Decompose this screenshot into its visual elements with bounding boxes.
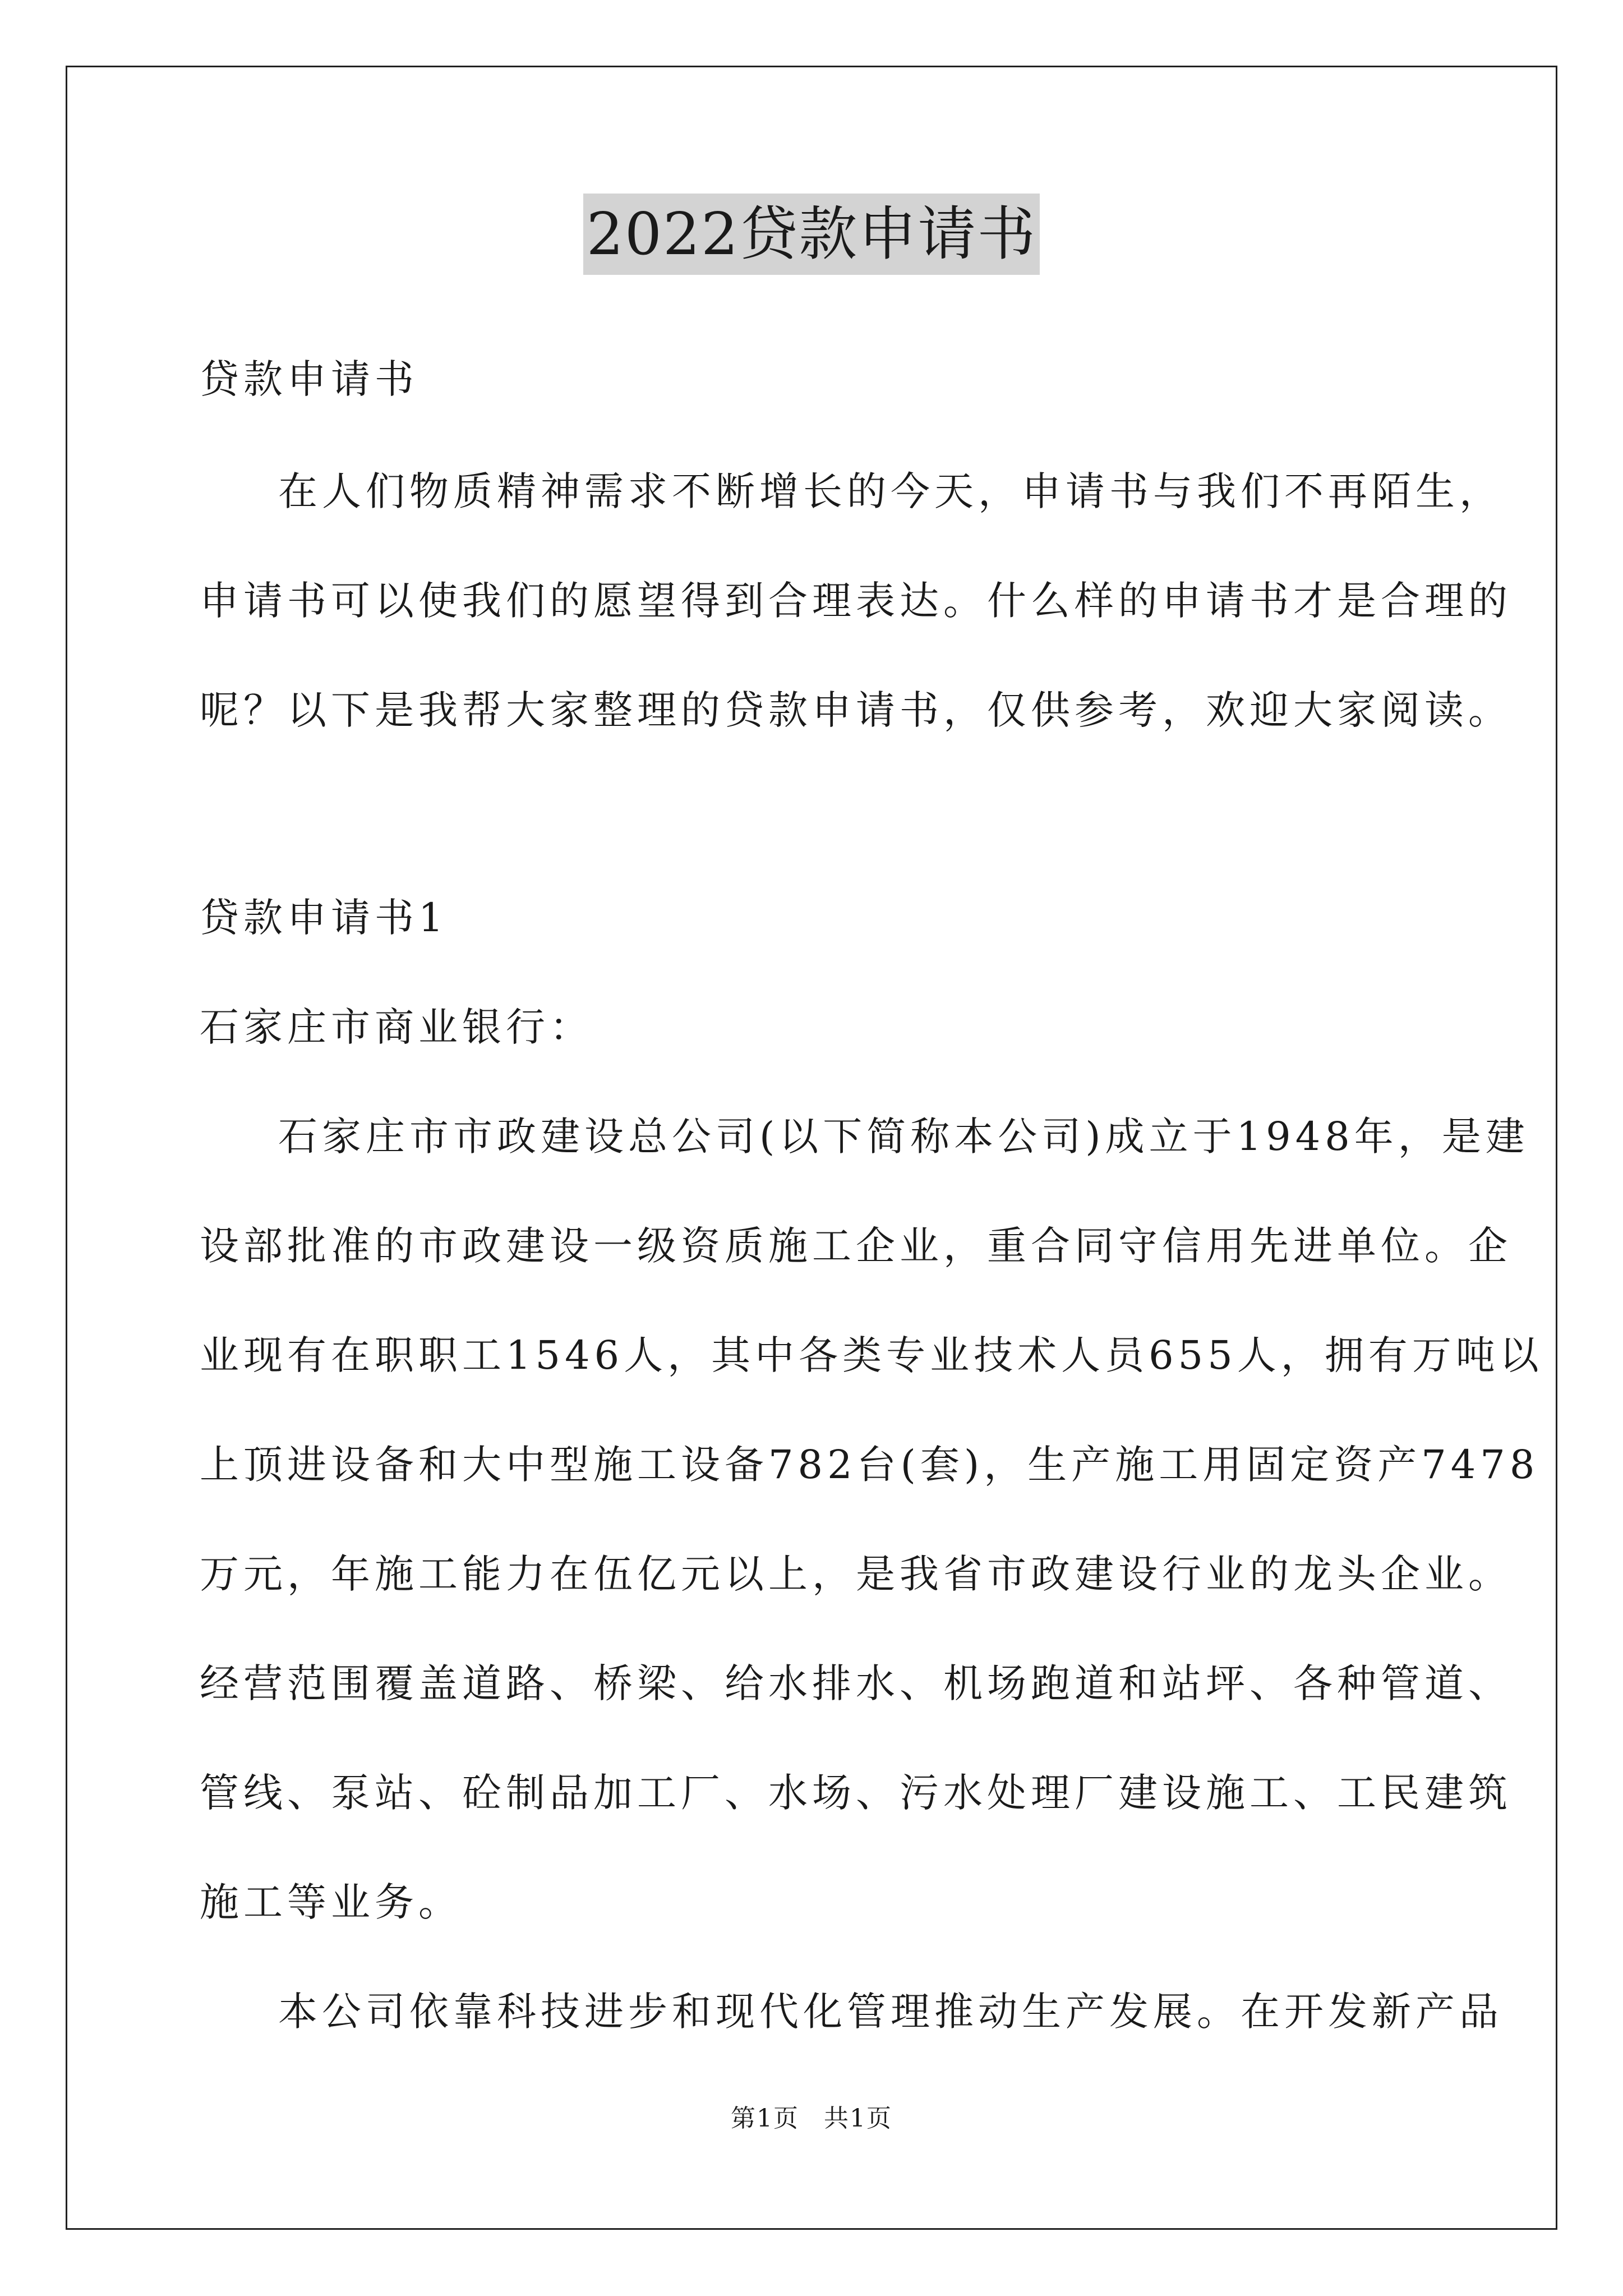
page-number-total: 共1页 — [824, 2104, 892, 2133]
paragraph-line: 本公司依靠科技进步和现代化管理推动生产发展。在开发新产品 — [278, 1989, 1503, 2035]
paragraph-line: 经营范围覆盖道路、桥梁、给水排水、机场跑道和站坪、各种管道、 — [200, 1660, 1512, 1706]
page-footer — [0, 2098, 1623, 2134]
paragraph-line: 呢？以下是我帮大家整理的贷款申请书，仅供参考，欢迎大家阅读。 — [200, 687, 1512, 733]
document-title: 2022贷款申请书 — [583, 194, 1040, 275]
section-heading: 贷款申请书1 — [200, 895, 448, 941]
paragraph-line: 管线、泵站、砼制品加工厂、水场、污水处理厂建设施工、工民建筑 — [200, 1770, 1512, 1816]
paragraph-line: 万元，年施工能力在伍亿元以上，是我省市政建设行业的龙头企业。 — [200, 1551, 1512, 1597]
paragraph-line: 石家庄市市政建设总公司(以下简称本公司)成立于1948年，是建 — [278, 1114, 1529, 1159]
paragraph-line: 申请书可以使我们的愿望得到合理表达。什么样的申请书才是合理的 — [200, 578, 1512, 624]
paragraph-line: 设部批准的市政建设一级资质施工企业，重合同守信用先进单位。企 — [200, 1223, 1512, 1269]
salutation: 石家庄市商业银行： — [200, 1004, 593, 1050]
paragraph-line: 业现有在职职工1546人，其中各类专业技术人员655人，拥有万吨以 — [200, 1332, 1543, 1378]
paragraph-line: 上顶进设备和大中型施工设备782台(套)，生产施工用固定资产7478 — [200, 1442, 1539, 1488]
intro-heading: 贷款申请书 — [200, 356, 418, 402]
paragraph-line: 在人们物质精神需求不断增长的今天，申请书与我们不再陌生， — [278, 468, 1503, 514]
title-container — [0, 194, 1623, 275]
page-number-current: 第1页 — [731, 2104, 799, 2133]
paragraph-line: 施工等业务。 — [200, 1879, 462, 1925]
